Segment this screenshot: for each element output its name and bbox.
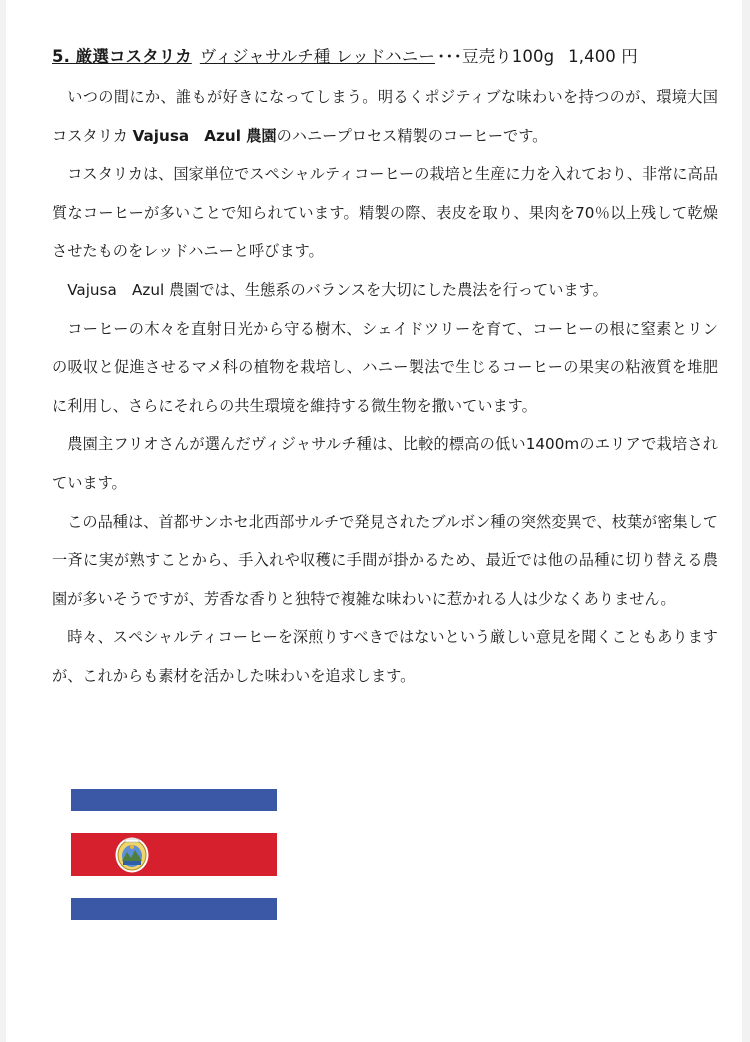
- article: [52, 42, 718, 696]
- costa-rica-flag-icon: [71, 789, 277, 920]
- paragraph-variety: 農園主フリオさんが選んだヴィジャサルチ種は、比較的標高の低い1400mのエリアで栽培されています。: [52, 435, 718, 492]
- paragraph-shade-trees: コーヒーの木々を直射日光から守る樹木、シェイドツリーを育て、コーヒーの根に窒素とリンの吸収と促進させるマメ科の植物を栽培し、ハニー製法で生じるコーヒーの果実の粘液質を堆肥に利用し、さらにそれらの共生環境を維持する微生物を撒いています。: [52, 319, 718, 415]
- article-body: [52, 78, 718, 696]
- paragraph-roasting: 時々、スペシャルティコーヒーを深煎りすべきではないという厳しい意見を聞くこともありますが、これからも素材を活かした味わいを追求します。: [52, 628, 718, 685]
- paragraph-intro-text-b: のハニープロセス精製のコーヒーです。: [276, 126, 548, 145]
- paragraph-intro-text-a: いつの間にか、誰もが好きになってしまう。明るくポジティブな味わいを持つのが、環境大国コスタリカ: [52, 88, 718, 145]
- paragraph-farm-practice: Vajusa Azul 農園では、生態系のバランスを大切にした農法を行っています。: [67, 280, 608, 299]
- paragraph-costa-rica: コスタリカは、国家単位でスペシャルティコーヒーの栽培と生産に力を入れており、非常に高品質なコーヒーが多いことで知られています。精製の際、表皮を取り、果肉を70％以上残して乾燥させたものをレッドハニーと呼びます。: [52, 165, 718, 261]
- document-page: [6, 0, 742, 1042]
- coat-of-arms-icon: [116, 838, 149, 873]
- farm-name: Vajusa Azul 農園: [132, 126, 277, 145]
- paragraph-mutation: この品種は、首都サンホセ北西部サルチで発見されたブルボン種の突然変異で、枝葉が密集して一斉に実が熟すことから、手入れや収穫に手間が掛かるため、最近では他の品種に切り替える農園が多いそうですが、芳香な香りと独特で複雑な味わいに惹かれる人は少なくありません。: [52, 512, 718, 608]
- flag-stripe-blue-top: [71, 789, 277, 811]
- product-price: 1,400 円: [568, 47, 638, 66]
- flag-stripe-red: [71, 833, 277, 876]
- product-unit: ･･･豆売り100g: [436, 47, 555, 66]
- product-title: 5. 厳選コスタリカ: [52, 47, 192, 66]
- flag-stripe-blue-bottom: [71, 898, 277, 920]
- flag-stripe-white-bottom: [71, 876, 277, 898]
- product-heading: [52, 42, 718, 72]
- flag-stripe-white-top: [71, 811, 277, 833]
- product-variety: ヴィジャサルチ種 レッドハニー: [199, 47, 435, 66]
- paragraph-intro: [52, 78, 718, 155]
